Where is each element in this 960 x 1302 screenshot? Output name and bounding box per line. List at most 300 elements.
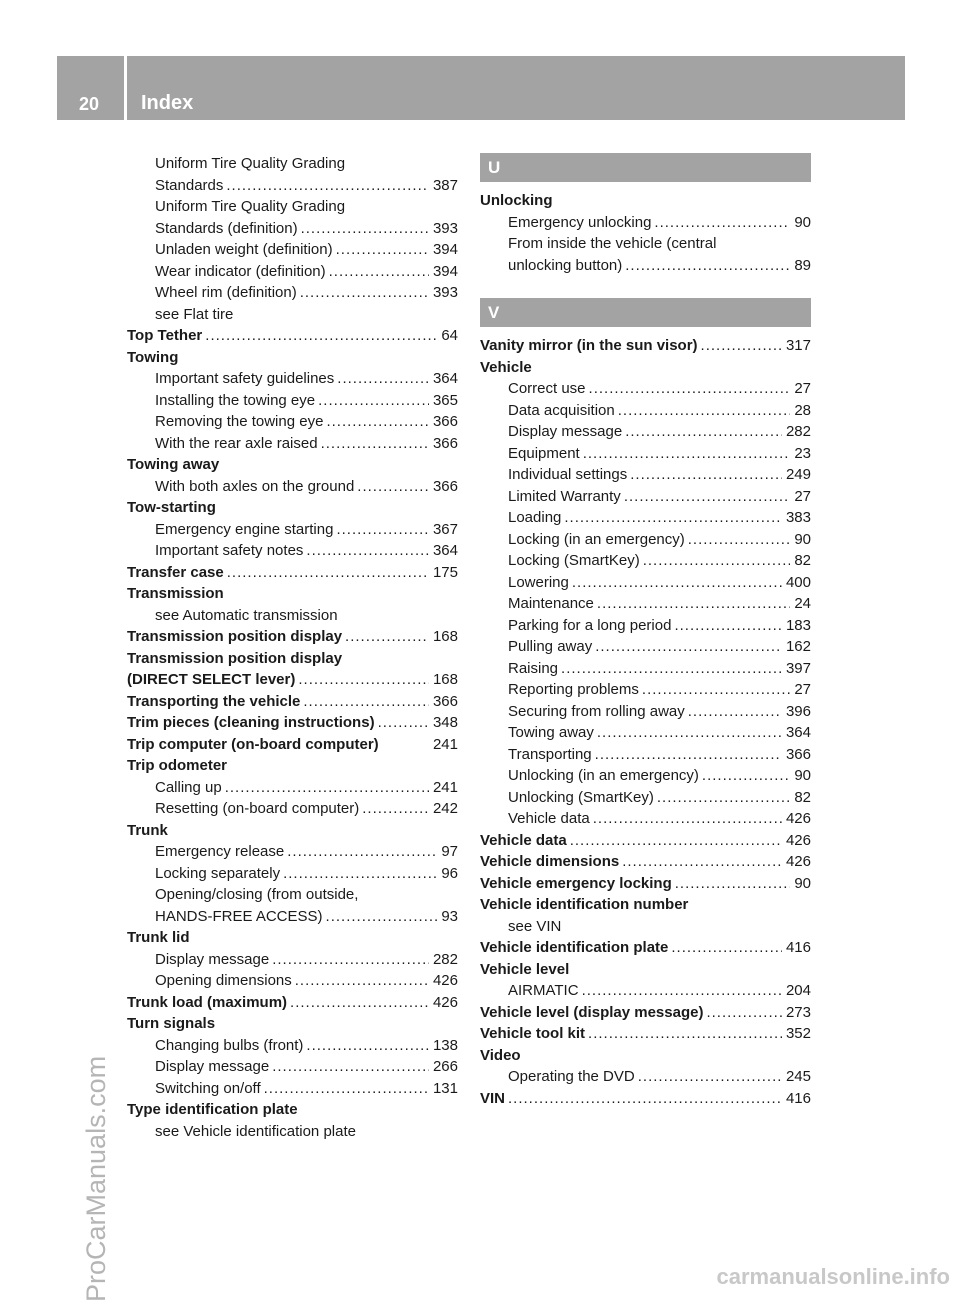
entry-text: From inside the vehicle (central <box>508 235 717 252</box>
leader-dots <box>625 255 790 277</box>
entry-text: Resetting (on-board computer) <box>155 800 360 817</box>
index-entry <box>480 335 811 357</box>
entry-text: Vehicle <box>480 358 532 376</box>
leader-dots <box>597 593 790 615</box>
leader-dots <box>321 433 429 455</box>
header-divider <box>124 56 127 120</box>
index-entry <box>480 357 811 379</box>
page-reference: 89 <box>794 256 811 274</box>
entry-text: Correct use <box>508 380 586 397</box>
entry-text: Important safety notes <box>155 542 304 559</box>
entry-text: Display message <box>155 950 270 968</box>
page-reference: 90 <box>794 874 811 892</box>
entry-text: (DIRECT SELECT lever) <box>127 671 296 688</box>
leader-dots <box>638 1066 782 1088</box>
entry-text: Towing away <box>127 456 220 473</box>
index-entry <box>127 454 458 476</box>
leader-dots <box>295 970 429 992</box>
entry-text: Transporting the vehicle <box>127 692 301 710</box>
leader-dots <box>264 1078 429 1100</box>
index-subentry <box>480 529 811 551</box>
index-subentry <box>127 884 458 906</box>
section-letter: V <box>480 298 811 327</box>
page-reference: 400 <box>785 573 811 591</box>
index-subentry <box>127 1078 458 1100</box>
leader-dots <box>205 325 437 347</box>
entry-text: Transporting <box>508 745 592 763</box>
page-reference: 383 <box>785 509 811 526</box>
entry-text: Locking (SmartKey) <box>508 552 640 569</box>
section-spacer <box>480 276 811 298</box>
index-entry <box>127 583 458 605</box>
leader-dots <box>657 787 790 809</box>
leader-dots <box>625 421 782 443</box>
page-reference: 96 <box>441 864 458 882</box>
page-title: Index <box>141 92 194 114</box>
index-column-right <box>480 153 811 1109</box>
index-subentry <box>127 841 458 863</box>
page-reference: 90 <box>794 213 811 231</box>
entry-text: see VIN <box>508 917 562 935</box>
page-reference: 426 <box>785 853 811 870</box>
index-subentry <box>127 777 458 799</box>
entry-text: With both axles on the ground <box>155 477 355 495</box>
page-reference: 64 <box>441 327 458 344</box>
leader-dots <box>688 701 782 723</box>
page-reference: 426 <box>785 831 811 849</box>
index-entry <box>127 992 458 1014</box>
entry-text: Top Tether <box>127 327 203 344</box>
page-reference: 365 <box>432 391 458 409</box>
page-reference: 27 <box>794 681 811 698</box>
leader-dots <box>593 808 782 830</box>
leader-dots <box>654 212 790 234</box>
entry-text: see Flat tire <box>155 305 234 323</box>
entry-text: Pulling away <box>508 638 593 655</box>
page-reference: 387 <box>432 176 458 194</box>
entry-text: Loading <box>508 509 562 526</box>
entry-text: Trunk lid <box>127 929 190 946</box>
page-reference: 93 <box>441 907 458 925</box>
index-subentry <box>127 540 458 562</box>
index-subentry <box>127 970 458 992</box>
entry-text: Limited Warranty <box>508 487 621 505</box>
index-entry <box>127 820 458 842</box>
entry-text: Operating the DVD <box>508 1068 635 1085</box>
page-reference: 241 <box>432 778 458 796</box>
index-subentry <box>127 411 458 433</box>
index-entry <box>127 626 458 648</box>
index-entry <box>127 1013 458 1035</box>
page-reference: 366 <box>432 413 458 430</box>
entry-text: Trip odometer <box>127 757 228 774</box>
entry-text: Important safety guidelines <box>155 370 335 387</box>
index-subentry <box>127 153 458 175</box>
footer-watermark: carmanualsonline.info <box>716 1264 950 1289</box>
index-entry <box>127 562 458 584</box>
leader-dots <box>671 937 782 959</box>
index-entry <box>480 959 811 981</box>
entry-text: Vehicle level <box>480 960 570 978</box>
page-reference: 138 <box>432 1036 458 1054</box>
page-reference: 82 <box>794 552 811 569</box>
entry-text: Wheel rim (definition) <box>155 284 297 301</box>
index-subentry <box>480 212 811 234</box>
entry-text: Locking (in an emergency) <box>508 530 685 548</box>
page-reference: 97 <box>441 843 458 860</box>
entry-text: Video <box>480 1046 521 1064</box>
leader-dots <box>272 1056 429 1078</box>
index-subentry <box>127 906 458 928</box>
index-subentry <box>480 636 811 658</box>
index-subentry <box>480 255 811 277</box>
entry-text: Trim pieces (cleaning instructions) <box>127 714 375 731</box>
leader-dots <box>357 476 429 498</box>
entry-text: Lowering <box>508 573 569 591</box>
index-subentry <box>480 722 811 744</box>
entry-text: Unlocking (in an emergency) <box>508 767 699 784</box>
leader-dots <box>336 519 429 541</box>
leader-dots <box>329 261 429 283</box>
index-subentry <box>480 464 811 486</box>
leader-dots <box>589 378 791 400</box>
index-subentry <box>480 765 811 787</box>
entry-text: Maintenance <box>508 595 594 612</box>
index-subentry <box>127 1056 458 1078</box>
leader-dots <box>326 411 429 433</box>
index-subentry <box>480 421 811 443</box>
entry-text: Individual settings <box>508 466 628 483</box>
index-subentry <box>480 550 811 572</box>
entry-text: VIN <box>480 1089 506 1107</box>
entry-text: With the rear axle raised <box>155 434 318 452</box>
index-entry <box>127 1099 458 1121</box>
index-entry <box>127 347 458 369</box>
index-subentry <box>127 175 458 197</box>
leader-dots <box>595 636 782 658</box>
leader-dots <box>618 400 791 422</box>
page-reference: 396 <box>785 702 811 720</box>
entry-text: Wear indicator (definition) <box>155 262 326 280</box>
index-subentry <box>480 679 811 701</box>
entry-text: AIRMATIC <box>508 982 579 999</box>
leader-dots <box>597 722 782 744</box>
leader-dots <box>378 712 429 734</box>
leader-dots <box>622 851 782 873</box>
index-subentry <box>480 980 811 1002</box>
leader-dots <box>345 626 429 648</box>
entry-text: Vehicle dimensions <box>480 853 620 870</box>
entry-text: Tow-starting <box>127 499 216 516</box>
entry-text: Parking for a long period <box>508 616 672 634</box>
entry-text: Vehicle identification number <box>480 896 689 913</box>
index-subentry <box>127 218 458 240</box>
index-subentry <box>480 486 811 508</box>
entry-text: Data acquisition <box>508 401 615 419</box>
leader-dots <box>583 443 791 465</box>
leader-dots <box>675 873 791 895</box>
entry-text: Turn signals <box>127 1015 216 1032</box>
entry-text: unlocking button) <box>508 256 623 274</box>
leader-dots <box>326 906 438 928</box>
index-subentry <box>127 605 458 627</box>
index-entry <box>480 1002 811 1024</box>
entry-text: Vanity mirror (in the sun visor) <box>480 337 698 354</box>
leader-dots <box>561 658 782 680</box>
entry-text: Opening/closing (from outside, <box>155 886 359 903</box>
index-subentry <box>127 1121 458 1143</box>
leader-dots <box>674 615 782 637</box>
entry-text: Removing the towing eye <box>155 413 324 430</box>
page-reference: 393 <box>432 219 458 237</box>
index-subentry <box>480 808 811 830</box>
entry-text: see Automatic transmission <box>155 606 338 624</box>
index-subentry <box>480 572 811 594</box>
leader-dots <box>643 550 791 572</box>
page-reference: 364 <box>785 724 811 741</box>
page-reference: 27 <box>794 380 811 397</box>
page-reference: 394 <box>432 262 458 280</box>
leader-dots <box>337 368 429 390</box>
entry-text: Opening dimensions <box>155 972 292 989</box>
index-entry <box>480 1088 811 1110</box>
page-reference: 394 <box>432 241 458 258</box>
index-subentry <box>480 400 811 422</box>
page-reference: 352 <box>785 1025 811 1042</box>
page-reference: 364 <box>432 370 458 387</box>
entry-text: Equipment <box>508 444 580 462</box>
index-subentry <box>480 233 811 255</box>
side-watermark: ProCarManuals.com <box>81 1055 111 1302</box>
section-letter: U <box>480 153 811 182</box>
index-subentry <box>127 368 458 390</box>
entry-text: Emergency unlocking <box>508 213 652 231</box>
index-subentry <box>480 507 811 529</box>
index-entry <box>480 851 811 873</box>
entry-text: Standards (definition) <box>155 219 298 237</box>
index-subentry <box>480 1066 811 1088</box>
page-reference: 24 <box>794 595 811 612</box>
page-reference: 204 <box>785 982 811 999</box>
leader-dots <box>588 1023 782 1045</box>
entry-text: Calling up <box>155 778 222 796</box>
entry-text: Vehicle emergency locking <box>480 874 672 892</box>
leader-dots <box>225 777 429 799</box>
leader-dots <box>570 830 782 852</box>
page-reference: 131 <box>432 1079 458 1097</box>
entry-text: Raising <box>508 659 559 677</box>
index-subentry <box>127 433 458 455</box>
page-reference: 426 <box>785 810 811 827</box>
page-reference: 426 <box>432 993 458 1011</box>
page-reference: 282 <box>432 950 458 968</box>
entry-text: Vehicle data <box>480 831 567 849</box>
index-subentry <box>127 390 458 412</box>
page-reference: 366 <box>432 477 458 495</box>
leader-dots <box>595 744 782 766</box>
entry-text: Vehicle tool kit <box>480 1025 586 1042</box>
entry-text: Vehicle level (display message) <box>480 1003 704 1021</box>
page-header <box>57 56 905 120</box>
entry-text: Towing away <box>508 724 594 741</box>
index-subentry <box>480 593 811 615</box>
page-reference: 416 <box>785 939 811 956</box>
page-reference: 241 <box>432 735 458 753</box>
entry-text: Vehicle identification plate <box>480 939 669 956</box>
entry-text: Switching on/off <box>155 1079 261 1097</box>
index-entry <box>480 190 811 212</box>
leader-dots <box>306 1035 429 1057</box>
leader-dots <box>287 841 437 863</box>
index-entry <box>480 894 811 916</box>
leader-dots <box>362 798 429 820</box>
entry-text: HANDS-FREE ACCESS) <box>155 907 323 925</box>
page-reference: 168 <box>432 671 458 688</box>
index-subentry <box>127 1035 458 1057</box>
index-subentry <box>480 658 811 680</box>
entry-text: Transfer case <box>127 563 224 581</box>
leader-dots <box>226 175 429 197</box>
entry-text: Trip computer (on-board computer) <box>127 735 379 753</box>
entry-text: Type identification plate <box>127 1101 298 1118</box>
entry-text: Reporting problems <box>508 681 639 698</box>
index-entry <box>127 734 458 756</box>
index-entry <box>127 927 458 949</box>
entry-text: Vehicle data <box>508 810 590 827</box>
entry-text: Locking separately <box>155 864 281 882</box>
leader-dots <box>642 679 790 701</box>
page-reference: 162 <box>785 638 811 655</box>
page-reference: 282 <box>785 423 811 440</box>
index-subentry <box>480 916 811 938</box>
leader-dots <box>508 1088 782 1110</box>
leader-dots <box>306 540 429 562</box>
page-reference: 242 <box>432 800 458 817</box>
index-entry <box>480 937 811 959</box>
page-reference: 23 <box>794 444 811 462</box>
page-reference: 28 <box>794 401 811 419</box>
leader-dots <box>630 464 782 486</box>
page-reference: 168 <box>432 628 458 645</box>
index-subentry <box>127 196 458 218</box>
leader-dots <box>688 529 791 551</box>
page-reference: 366 <box>432 692 458 710</box>
page-reference: 183 <box>785 616 811 634</box>
entry-text: Installing the towing eye <box>155 391 316 409</box>
index-entry <box>480 1023 811 1045</box>
page-reference: 27 <box>794 487 811 505</box>
page-reference: 90 <box>794 530 811 548</box>
entry-text: Unladen weight (definition) <box>155 241 333 258</box>
entry-text: Unlocking (SmartKey) <box>508 788 654 806</box>
leader-dots <box>336 239 429 261</box>
leader-dots <box>301 218 429 240</box>
page-reference: 175 <box>432 563 458 581</box>
page-reference: 273 <box>785 1003 811 1021</box>
entry-text: Changing bulbs (front) <box>155 1036 304 1054</box>
page-reference: 397 <box>785 659 811 677</box>
page-number: 20 <box>79 94 100 114</box>
index-subentry <box>480 615 811 637</box>
entry-text: Emergency release <box>155 843 285 860</box>
entry-text: Emergency engine starting <box>155 520 334 538</box>
index-subentry <box>127 476 458 498</box>
page-reference: 317 <box>785 337 811 354</box>
leader-dots <box>283 863 437 885</box>
page-reference: 367 <box>432 520 458 538</box>
index-subentry <box>480 787 811 809</box>
leader-dots <box>290 992 429 1014</box>
page-reference: 426 <box>432 972 458 989</box>
index-subentry <box>127 239 458 261</box>
entry-text: Transmission <box>127 585 224 602</box>
entry-text: Towing <box>127 348 179 366</box>
index-entry <box>127 648 458 670</box>
index-subentry <box>127 863 458 885</box>
leader-dots <box>318 390 429 412</box>
index-subentry <box>127 304 458 326</box>
page-reference: 364 <box>432 542 458 559</box>
index-subentry <box>127 261 458 283</box>
index-subentry <box>127 798 458 820</box>
entry-text: Unlocking <box>480 192 553 209</box>
index-entry <box>480 830 811 852</box>
index-entry <box>127 325 458 347</box>
leader-dots <box>701 335 782 357</box>
index-entry <box>127 691 458 713</box>
leader-dots <box>624 486 791 508</box>
index-entry <box>127 755 458 777</box>
entry-text: Uniform Tire Quality Grading <box>155 198 346 215</box>
index-entry <box>127 497 458 519</box>
entry-text: Transmission position display <box>127 628 343 645</box>
page-reference: 366 <box>432 434 458 452</box>
entry-text: Trunk <box>127 821 168 839</box>
leader-dots <box>227 562 429 584</box>
index-subentry <box>480 701 811 723</box>
page-reference: 393 <box>432 284 458 301</box>
index-entry <box>127 712 458 734</box>
entry-text: Display message <box>155 1058 270 1075</box>
page-reference: 82 <box>794 788 811 806</box>
leader-dots <box>702 765 790 787</box>
page-reference: 416 <box>785 1089 811 1107</box>
index-subentry <box>127 949 458 971</box>
entry-text: Uniform Tire Quality Grading <box>155 155 346 172</box>
leader-dots <box>706 1002 782 1024</box>
entry-text: Securing from rolling away <box>508 702 685 720</box>
page-reference: 348 <box>432 714 458 731</box>
entry-text: see Vehicle identification plate <box>155 1122 356 1140</box>
index-column-left <box>127 153 458 1142</box>
index-subentry <box>127 282 458 304</box>
index-entry <box>480 1045 811 1067</box>
entry-text: Display message <box>508 423 623 440</box>
leader-dots <box>564 507 782 529</box>
page-reference: 90 <box>794 767 811 784</box>
page-reference: 266 <box>432 1058 458 1075</box>
leader-dots <box>298 669 429 691</box>
index-entry <box>127 669 458 691</box>
page-reference: 366 <box>785 745 811 763</box>
index-entry <box>480 873 811 895</box>
entry-text: Standards <box>155 176 224 194</box>
index-subentry <box>127 519 458 541</box>
index-subentry <box>480 378 811 400</box>
leader-dots <box>582 980 782 1002</box>
index-subentry <box>480 443 811 465</box>
leader-dots <box>303 691 429 713</box>
